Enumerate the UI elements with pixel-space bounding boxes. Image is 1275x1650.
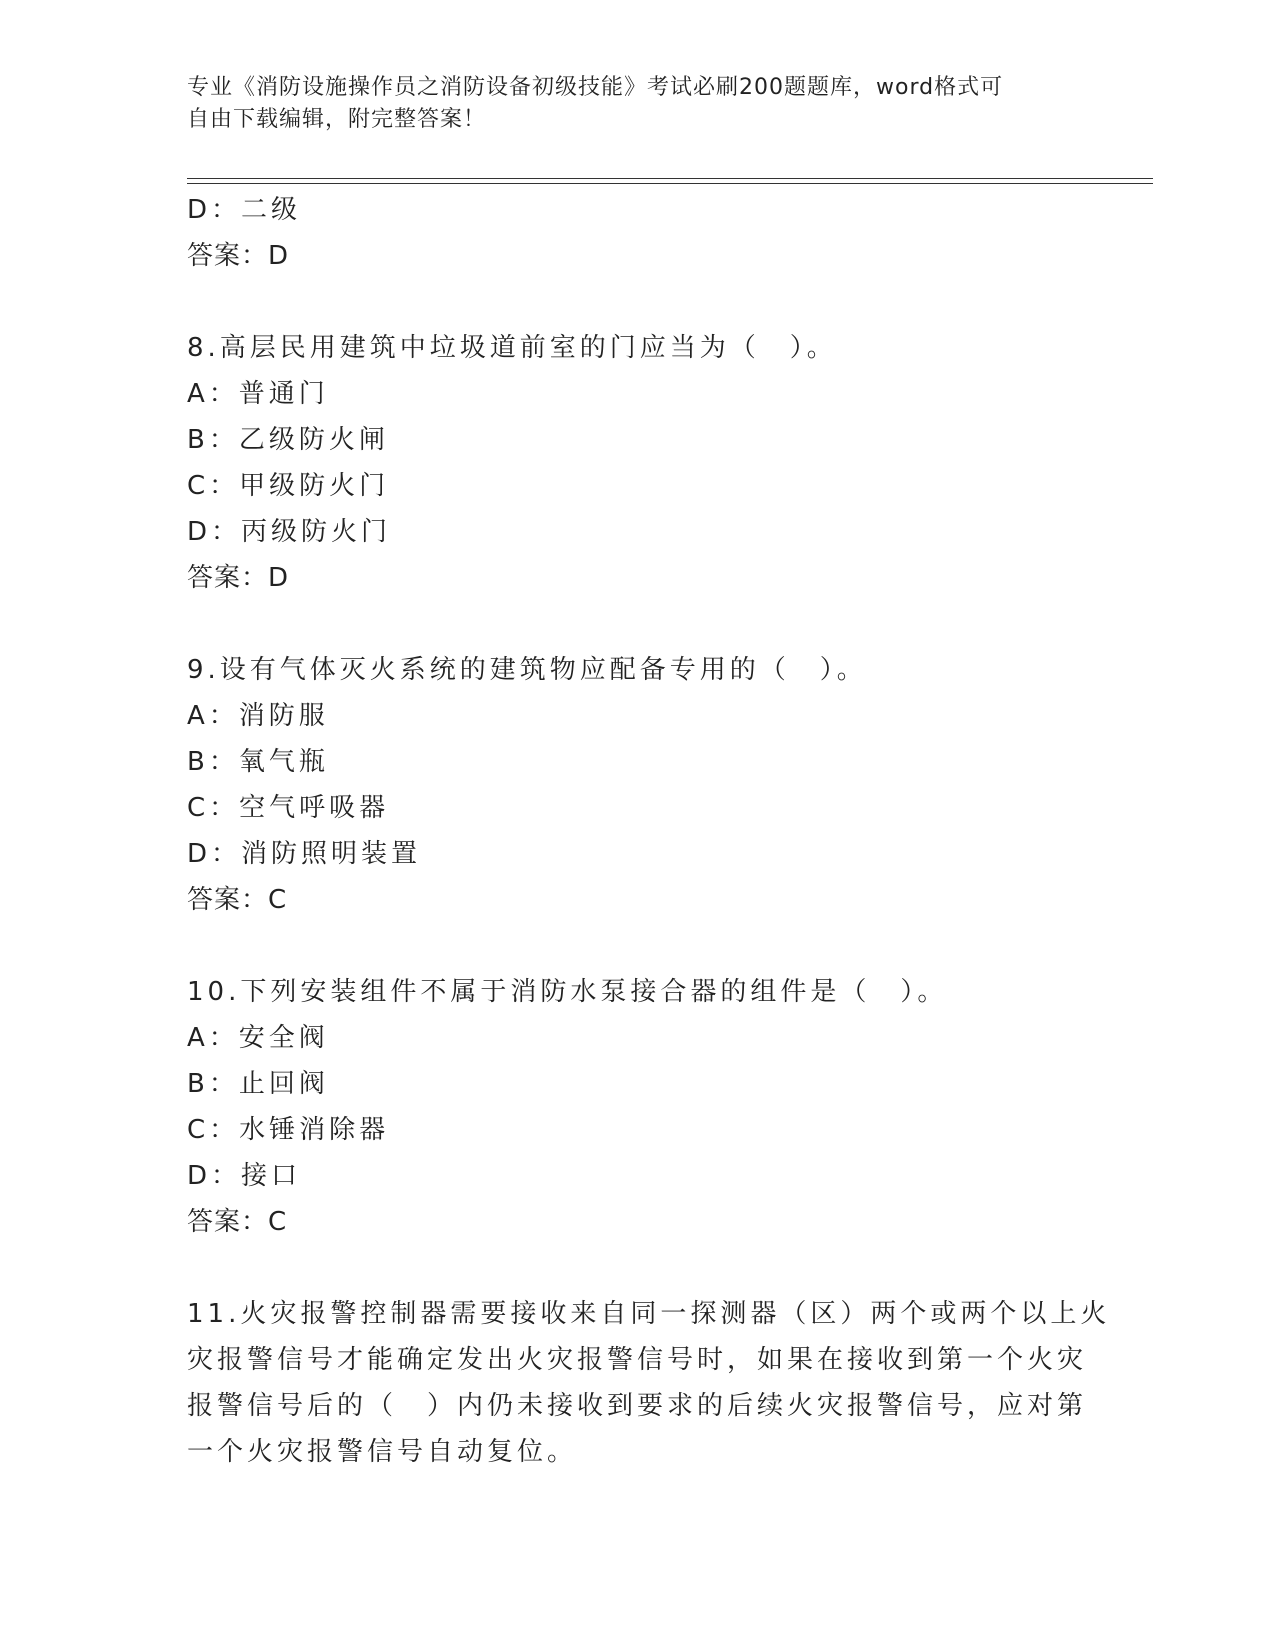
- q10-option-c: C：水锤消除器: [187, 1115, 390, 1145]
- q9-question: 9.设有气体灭火系统的建筑物应配备专用的（ ）。: [187, 655, 867, 685]
- q10-question: 10.下列安装组件不属于消防水泵接合器的组件是（ ）。: [187, 977, 948, 1007]
- q8-answer: 答案：D: [187, 563, 290, 593]
- q11-question-line-2: 灾报警信号才能确定发出火灾报警信号时，如果在接收到第一个火灾: [187, 1345, 1088, 1375]
- q11-question-line-4: 一个火灾报警信号自动复位。: [187, 1437, 578, 1467]
- q10-option-d: D：接口: [187, 1161, 302, 1191]
- header-line-1: 专业《消防设施操作员之消防设备初级技能》考试必刷200题题库，word格式可: [187, 75, 1004, 100]
- q8-option-b: B：乙级防火闸: [187, 425, 389, 455]
- q8-option-c: C：甲级防火门: [187, 471, 390, 501]
- q7-answer: 答案：D: [187, 241, 290, 271]
- header-line-2: 自由下载编辑，附完整答案！: [187, 107, 487, 132]
- q9-option-c: C：空气呼吸器: [187, 793, 390, 823]
- q10-option-b: B：止回阀: [187, 1069, 329, 1099]
- q10-answer: 答案：C: [187, 1207, 288, 1237]
- q8-option-d: D：丙级防火门: [187, 517, 392, 547]
- q10-option-a: A：安全阀: [187, 1023, 329, 1053]
- q9-option-b: B：氧气瓶: [187, 747, 329, 777]
- q8-option-a: A：普通门: [187, 379, 329, 409]
- q9-answer: 答案：C: [187, 885, 288, 915]
- header-divider-bottom: [187, 183, 1153, 184]
- q9-option-a: A：消防服: [187, 701, 329, 731]
- document-header: [187, 72, 1067, 136]
- q9-option-d: D：消防照明装置: [187, 839, 422, 869]
- q7-option-d: D：二级: [187, 195, 302, 225]
- q11-question-line-3: 报警信号后的（ ）内仍未接收到要求的后续火灾报警信号，应对第: [187, 1391, 1088, 1421]
- q11-question-line-1: 11.火灾报警控制器需要接收来自同一探测器（区）两个或两个以上火: [187, 1299, 1111, 1329]
- header-divider-top: [187, 178, 1153, 179]
- q8-question: 8.高层民用建筑中垃圾道前室的门应当为（ ）。: [187, 333, 837, 363]
